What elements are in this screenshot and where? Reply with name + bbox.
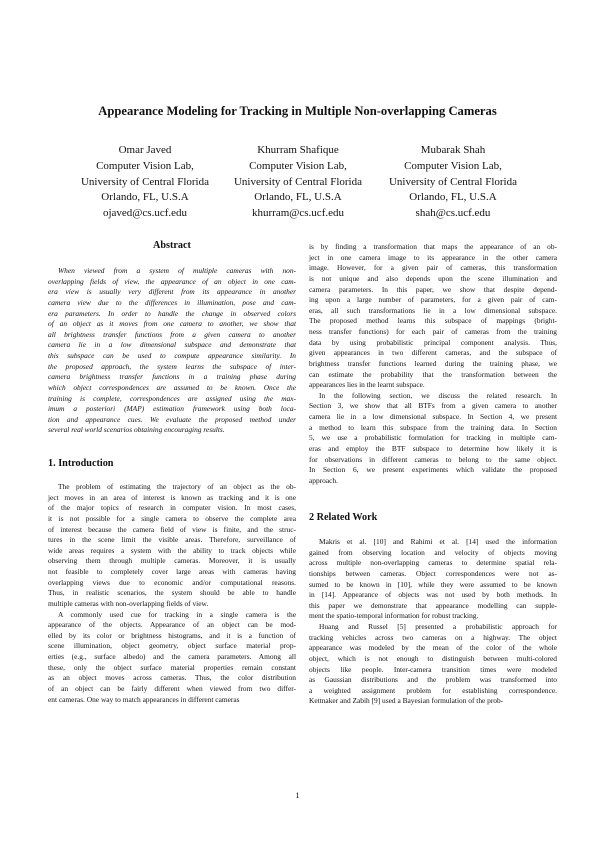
author-block — [70, 143, 220, 222]
text-line: Kettnaker and Zabih [9] used a Bayesian formulation of the prob- — [309, 696, 504, 706]
text-line: When viewed from a system of multiple cameras with non- — [58, 266, 296, 275]
text-line: Section 3, we show that all BTFs from a given camera to another — [309, 401, 557, 411]
text-line: of interest because the camera field of view is finite, and the struc- — [48, 524, 296, 534]
text-line: elled by its color or brightness histograms, and it is a function of — [48, 630, 296, 640]
text-line: in [14]. Appearance of objects was not used by both methods. In — [309, 590, 557, 600]
text-line: object, which is not enough to distinguish between multi-colored — [309, 653, 557, 663]
intro-paragraph-4 — [309, 391, 557, 487]
text-line: The problem of estimating the trajectory of an object as the ob- — [58, 482, 296, 491]
page-number: 1 — [295, 790, 300, 800]
abstract-body — [48, 266, 296, 436]
text-line: gained from observing location and velocity of objects moving — [309, 547, 557, 557]
author-email: ojaved@cs.ucf.edu — [102, 207, 188, 220]
text-line: camera lie in a low dimensional subspace and demonstrate that — [48, 340, 296, 350]
text-line: overlapping fields of view, the appearance of an object in one cam- — [48, 276, 296, 286]
text-line: not feasible to completely cover large areas with cameras having — [48, 567, 296, 576]
text-line: erties (e.g., surface albedo) and the camera parameters. Among all — [48, 652, 296, 661]
text-line: imum a posteriori (MAP) estimation framework using both loca- — [48, 404, 296, 414]
text-line: brightness transfer functions learned during the training phase, we — [309, 358, 557, 368]
text-line: image. However, for a given pair of cameras, this transformation — [309, 263, 557, 273]
text-line: a method to learn this subspace from the training data. In Section — [309, 422, 557, 432]
text-line: wide areas requires a system with the ability to track objects while — [48, 545, 296, 555]
text-line: overlapping views due to economic and/or computational reasons. — [48, 577, 296, 587]
text-line: ent cameras. One way to match appearances in different cameras — [48, 694, 240, 704]
text-line: multiple cameras with non-overlapping fields of view. — [48, 598, 209, 608]
text-line: A commonly used cue for tracking in a single camera is the — [58, 609, 296, 619]
author-lab: Computer Vision Lab, — [404, 159, 502, 172]
author-block — [378, 143, 528, 222]
text-line: 5, we use a probabilistic formulation for tracking in multiple cam- — [309, 433, 557, 443]
author-email: shah@cs.ucf.edu — [415, 207, 491, 220]
related-paragraph-2 — [309, 622, 557, 707]
text-line: tion and appearance cues. We evaluate the proposed method under — [48, 414, 296, 424]
intro-paragraph-2 — [48, 610, 296, 706]
text-line: appearance was modeled by the mean of the color of the whole — [309, 643, 557, 653]
text-line: Makris et al. [10] and Rahimi et al. [14] used the information — [319, 537, 557, 546]
text-line: era view is usually very different from its appearance in another — [48, 287, 296, 297]
intro-paragraph-3 — [309, 242, 557, 391]
text-line: for observations in different cameras to belong to the same object. — [309, 454, 557, 464]
text-line: all brightness transfer functions from a given camera to another — [48, 329, 296, 339]
intro-paragraph-1 — [48, 482, 296, 610]
text-line: scene illumination, object geometry, object surface material prop- — [48, 641, 296, 651]
text-line: Thus, in realistic scenarios, the system should be able to handle — [48, 588, 296, 598]
author-city: Orlando, FL, U.S.A — [254, 191, 342, 204]
author-name: Khurram Shafique — [257, 144, 339, 156]
text-line: it is not possible for a single camera to observe the complete area — [48, 513, 296, 523]
text-line: camera brightness transfer functions in a training phase during — [48, 372, 296, 382]
text-line: training is complete, correspondences are assigned using the max- — [48, 393, 296, 403]
text-line: of the major topics of research in computer vision. In most cases, — [48, 503, 296, 513]
text-line: ject moves in an area of interest is known as tracking and it is one — [48, 492, 296, 502]
text-line: objects like people. Inter-camera transition times were modeled — [309, 664, 557, 674]
introduction-body — [48, 482, 296, 705]
text-line: eras, all such transformations lie in a low dimensional subspace. — [309, 305, 557, 315]
paper-title: Appearance Modeling for Tracking in Multiple Non-overlapping Cameras — [98, 104, 497, 118]
author-name: Mubarak Shah — [420, 144, 486, 156]
abstract-paragraph — [48, 266, 296, 436]
text-line: tionships between cameras. Object correspondences were not as- — [309, 568, 557, 578]
text-line: ment the spatio-temporal information for robust tracking. — [309, 611, 479, 621]
related-work-body — [309, 537, 557, 707]
text-line: camera view due to the differences in illumination, pose and cam- — [48, 297, 296, 307]
text-line: given appearances in two different cameras, and the subspace of — [309, 348, 557, 358]
author-university: University of Central Florida — [80, 175, 209, 188]
text-line: appearances lies in the learnt subspace. — [309, 380, 425, 390]
text-line: era parameters. In order to handle the change in observed colors — [48, 308, 296, 318]
section-heading-related-work: 2 Related Work — [309, 512, 378, 523]
author-city: Orlando, FL, U.S.A — [101, 191, 189, 204]
author-name: Omar Javed — [118, 144, 172, 156]
text-line: of an object can be fairly different when viewed from two differ- — [48, 683, 296, 693]
text-line: is by finding a transformation that maps the appearance of an ob- — [309, 242, 557, 251]
text-line: Huang and Russel [5] presented a probabilistic approach for — [319, 622, 557, 631]
author-lab: Computer Vision Lab, — [249, 159, 347, 172]
text-line: a weighted assignment problem for establishing correspondence. — [309, 685, 557, 695]
text-line: several real world scenarios obtaining encouraging results. — [48, 425, 225, 435]
text-line: which object correspondences are assumed to be known. Once the — [48, 382, 296, 392]
text-line: the proposed approach, the system learns the subspace of inter- — [48, 361, 296, 371]
text-line: eras and employ the BTF subspace to determine how likely it is — [309, 443, 557, 453]
text-line: ing upon a large number of parameters, for a given pair of cam- — [309, 295, 557, 305]
text-line: approach. — [309, 475, 338, 485]
text-line: sumed to be known in [10], while they were assumed to be known — [309, 579, 557, 589]
text-line: of an object as it moves from one camera to another, we show that — [48, 319, 296, 329]
text-line: observing them through multiple cameras. Moreover, it is usually — [48, 556, 296, 566]
text-line: this subspace can be used to compute appearance similarity. In — [48, 351, 296, 360]
text-line: as an object moves across cameras. Thus, the color distribution — [48, 673, 296, 683]
author-email: khurram@cs.ucf.edu — [252, 207, 344, 220]
text-line: as Gaussian distributions and the problem was transformed into — [309, 675, 557, 685]
author-block — [223, 143, 373, 222]
text-line: data by using probabilistic principal component analysis. Thus, — [309, 337, 557, 347]
right-column-body — [309, 242, 557, 486]
text-line: tracking vehicles across two cameras on a highway. The object — [309, 632, 557, 642]
text-line: these, only the object surface material properties remain constant — [48, 662, 296, 672]
text-line: this paper we demonstrate that appearance modelling can supple- — [309, 600, 557, 610]
text-line: The proposed method learns this subspace of mappings (bright- — [309, 316, 557, 326]
related-paragraph-1 — [309, 537, 557, 622]
section-heading-introduction: 1. Introduction — [48, 458, 114, 469]
text-line: ject in one camera image to its appearance in the other camera — [309, 252, 557, 262]
text-line: across multiple non-overlapping cameras to determine spatial rela- — [309, 558, 557, 568]
text-line: camera lie in a low dimensional subspace. In Section 4, we present — [309, 412, 557, 421]
text-line: tures in the scene limit the visible areas. Therefore, surveillance of — [48, 535, 296, 545]
text-line: can estimate the probability that the transformation between the — [309, 369, 557, 379]
text-line: In the following section, we discuss the related research. In — [319, 390, 557, 400]
text-line: is not unique and also depends upon the scene illumination and — [309, 273, 557, 283]
author-lab: Computer Vision Lab, — [96, 159, 194, 172]
text-line: camera parameters. In this paper, we show that despite depend- — [309, 284, 557, 294]
author-university: University of Central Florida — [233, 175, 362, 188]
text-line: ness transfer functions) for each pair of cameras from the training — [309, 327, 557, 336]
text-line: In Section 6, we present experiments which validate the proposed — [309, 465, 557, 475]
author-university: University of Central Florida — [388, 175, 517, 188]
abstract-heading: Abstract — [153, 240, 191, 251]
author-city: Orlando, FL, U.S.A — [409, 191, 497, 204]
text-line: appearance of the objects. Appearance of an object can be mod- — [48, 620, 296, 630]
